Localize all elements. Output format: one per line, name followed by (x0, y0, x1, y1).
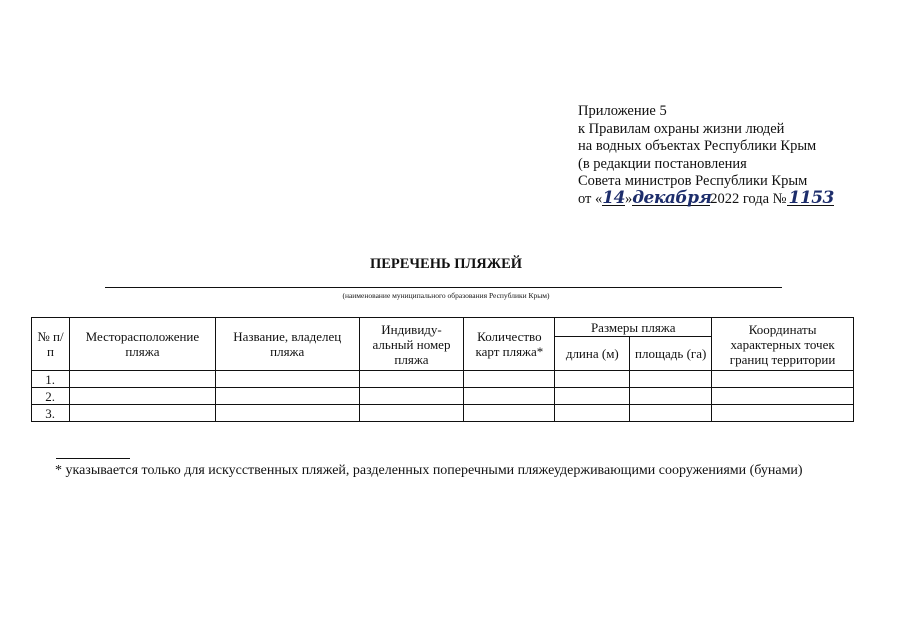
header-sizes: Размеры пляжа (555, 318, 712, 337)
table-cell (630, 371, 712, 388)
footnote-separator (56, 458, 130, 459)
appendix-block (578, 103, 834, 208)
header-cards: Количество карт пляжа* (464, 318, 555, 371)
table-cell (630, 388, 712, 405)
appendix-line-4: (в редакции постановления (578, 155, 747, 172)
header-id: Индивиду-альный номер пляжа (359, 318, 464, 371)
table-cell (359, 388, 464, 405)
table-cell (69, 371, 215, 388)
table-row (32, 371, 854, 388)
decree-number-handwritten: 1153 (788, 187, 834, 208)
header-area: площадь (га) (630, 337, 712, 371)
beaches-table (31, 317, 854, 422)
municipality-name-line (105, 287, 782, 288)
table-cell (464, 371, 555, 388)
table-cell (359, 371, 464, 388)
row-number: 3. (32, 405, 70, 422)
table-cell (464, 388, 555, 405)
date-month-handwritten: декабря (632, 187, 712, 208)
table-cell (215, 388, 359, 405)
date-mid: » (624, 190, 633, 207)
header-num: № п/п (32, 318, 70, 371)
table-cell (69, 405, 215, 422)
table-cell (555, 405, 630, 422)
appendix-date-line (578, 187, 834, 209)
table-cell (630, 405, 712, 422)
header-coords: Координаты характерных точек границ территории (712, 318, 854, 371)
appendix-line-1: Приложение 5 (578, 103, 667, 119)
date-day-handwritten: 14 (602, 187, 625, 208)
table-cell (215, 405, 359, 422)
header-name-owner: Название, владелец пляжа (215, 318, 359, 371)
table-cell (712, 388, 854, 405)
table-cell (69, 388, 215, 405)
municipality-caption: (наименование муниципального образования Республики Крым) (342, 291, 550, 300)
table-cell (555, 388, 630, 405)
table-cell (555, 371, 630, 388)
date-year: 2022 года № (710, 190, 787, 207)
row-number: 2. (32, 388, 70, 405)
date-prefix: от « (578, 190, 603, 207)
header-location: Месторасположение пляжа (69, 318, 215, 371)
row-number: 1. (32, 371, 70, 388)
table-row (32, 405, 854, 422)
table-row (32, 388, 854, 405)
appendix-line-5: Совета министров Республики Крым (578, 173, 808, 189)
table-cell (712, 405, 854, 422)
document-title: ПЕРЕЧЕНЬ ПЛЯЖЕЙ (369, 256, 523, 272)
table-cell (712, 371, 854, 388)
header-length: длина (м) (555, 337, 630, 371)
table-cell (464, 405, 555, 422)
appendix-line-2: к Правилам охраны жизни людей (578, 120, 785, 137)
appendix-line-3: на водных объектах Республики Крым (578, 138, 817, 154)
footnote: * указывается только для искусственных пляжей, разделенных поперечными пляжеудерживающими сооружениями (бунами) (55, 463, 803, 478)
table-cell (215, 371, 359, 388)
table-cell (359, 405, 464, 422)
